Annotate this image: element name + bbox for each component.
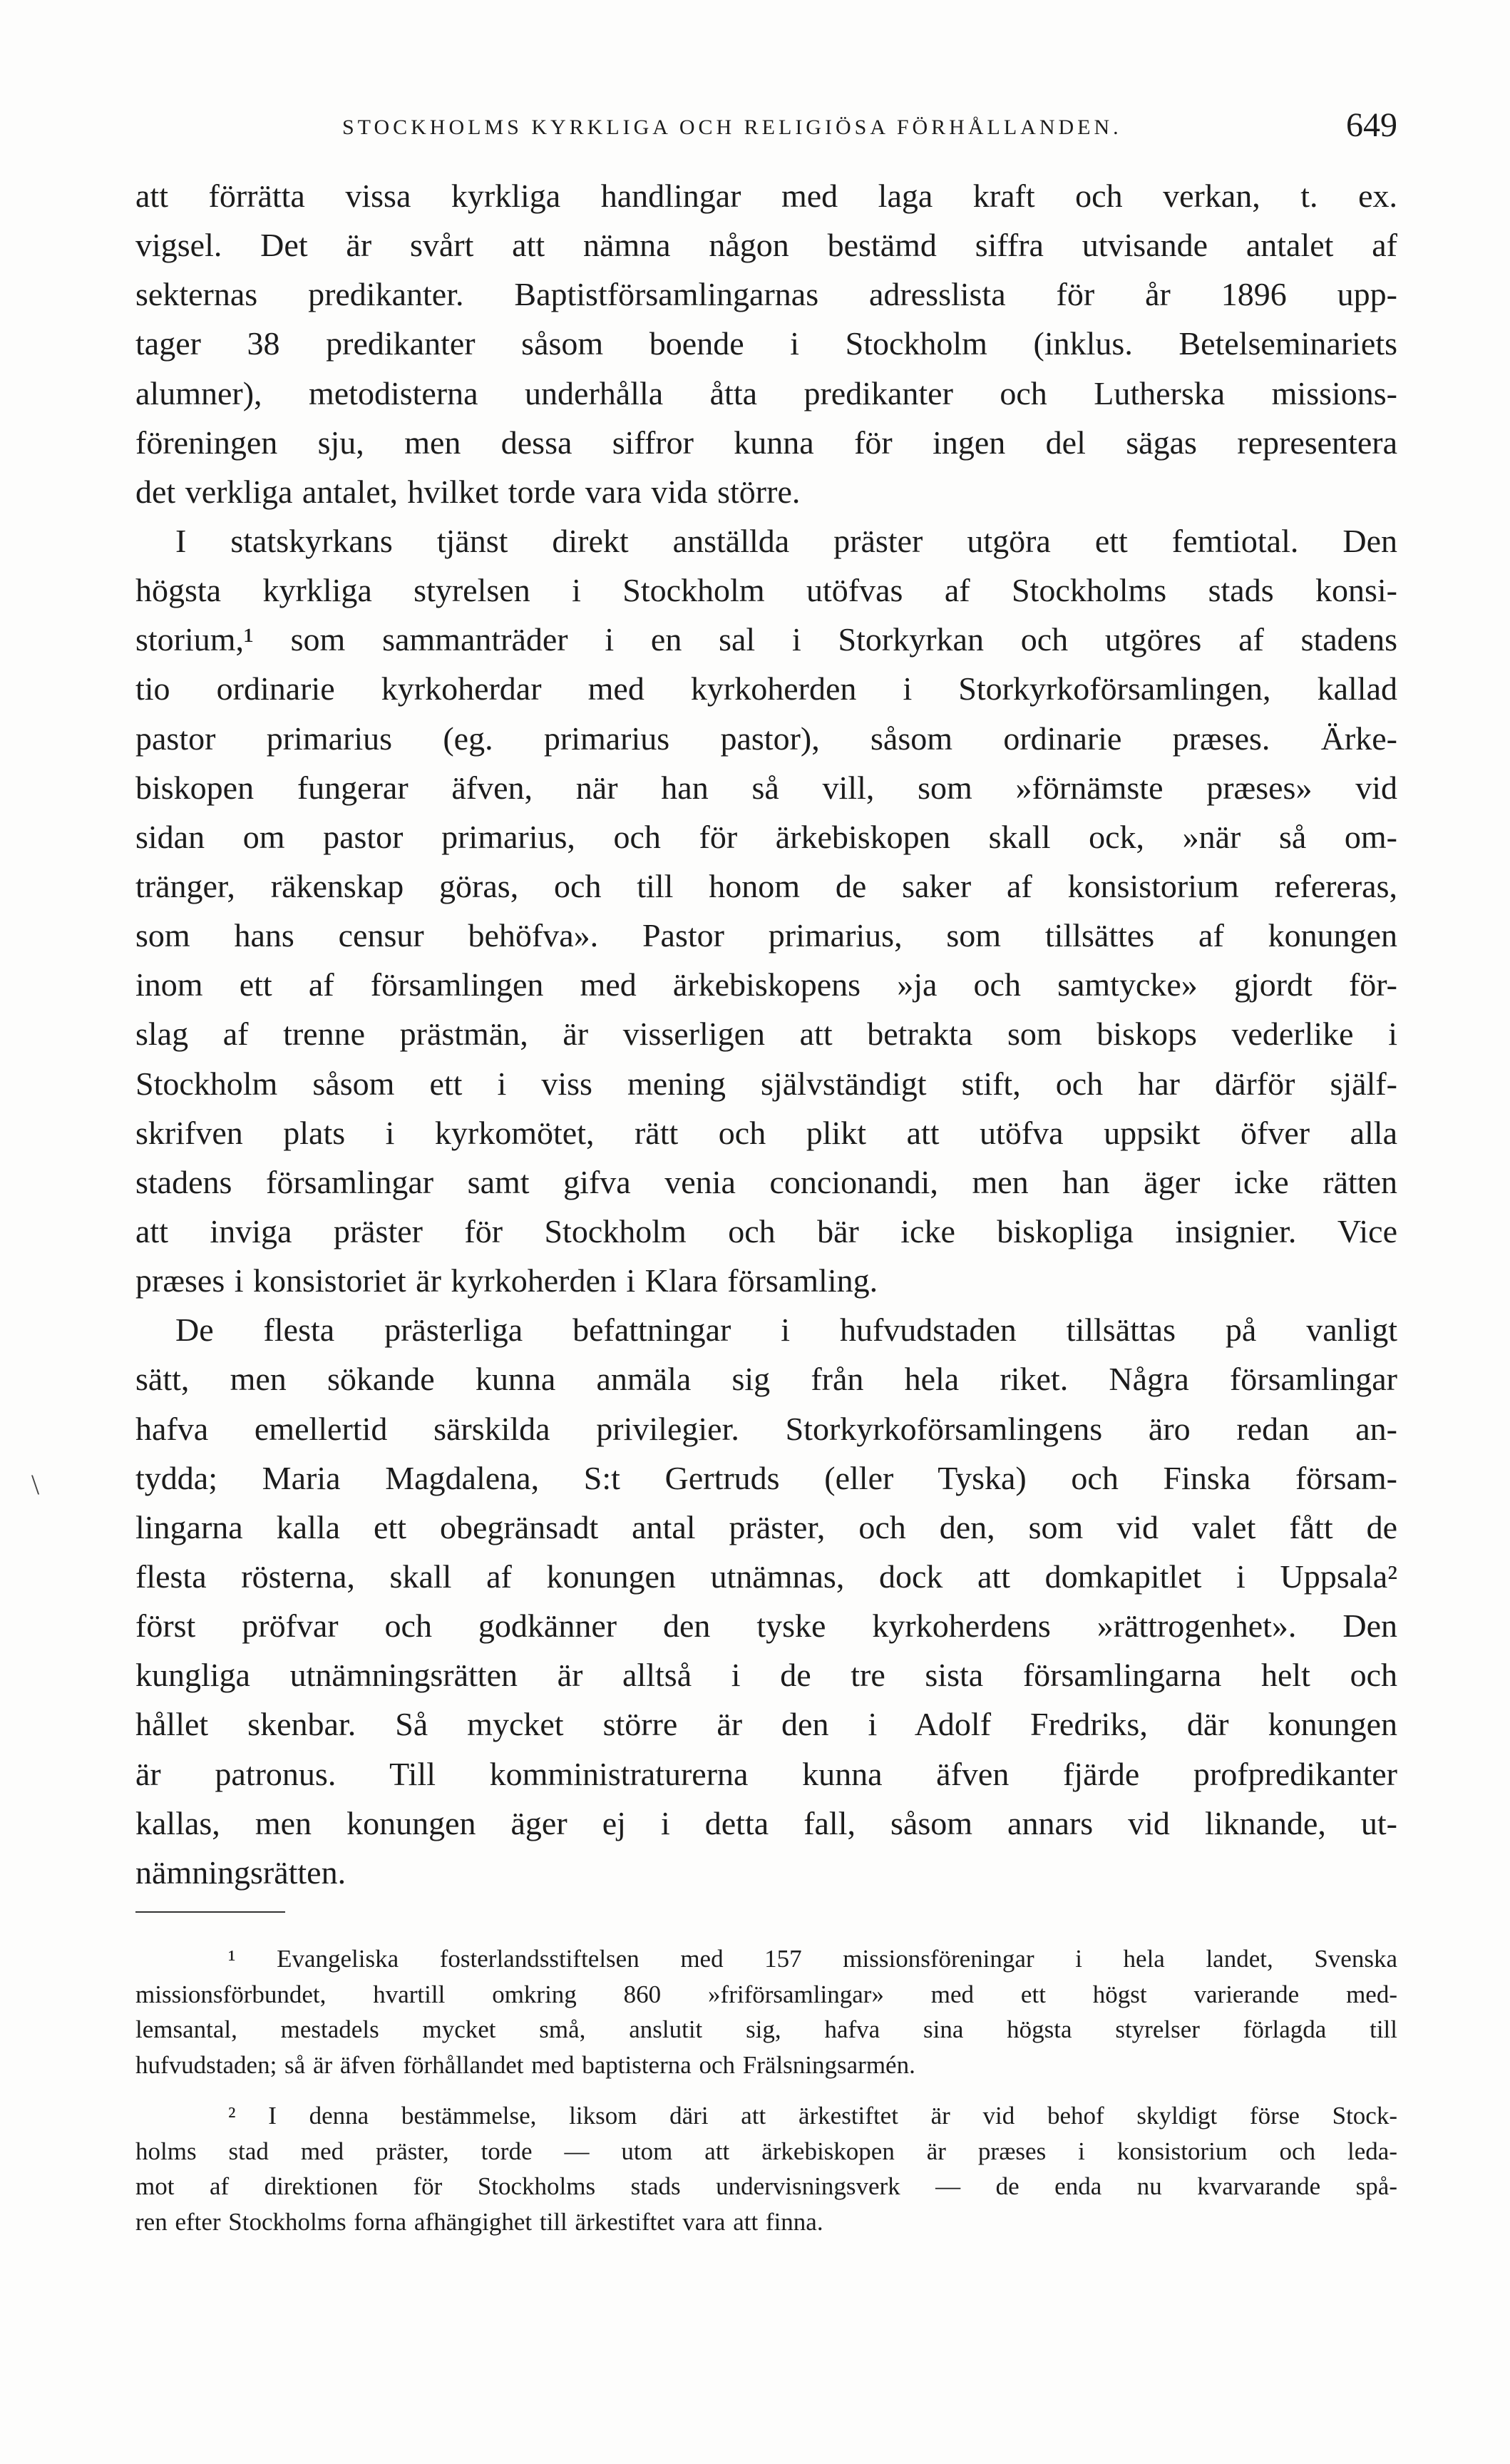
text-line: vigsel. Det är svårt att nämna någon bestämd siffra utvisande antalet af [135,227,1397,264]
text-line: högsta kyrkliga styrelsen i Stockholm utöfvas af Stockholms stads konsi- [135,572,1397,609]
text-line: nämningsrätten. [135,1854,346,1891]
text-line: sekternas predikanter. Baptistförsamlingarnas adresslista för år 1896 upp- [135,276,1397,313]
text-line: stadens församlingar samt gifva venia concionandi, men han äger icke rätten [135,1163,1397,1200]
text-line: sätt, men sökande kunna anmäla sig från hela riket. Några församlingar [135,1361,1397,1398]
text-line: inom ett af församlingen med ärkebiskopens »ja och samtycke» gjordt för- [135,966,1397,1003]
footnote-1-line: ¹ Evangeliska fosterlandsstiftelsen med 157 missionsföreningar i hela landet, Svenska [228,1945,1397,1973]
footnote-1-line: lemsantal, mestadels mycket små, anslutit sig, hafva sina högsta styrelser förlagda till [135,2015,1397,2043]
footnote-gap [135,2082,1397,2098]
text-line: tränger, räkenskap göras, och till honom de saker af konsistorium refereras, [135,867,1397,904]
text-line: som hans censur behöfva». Pastor primarius, som tillsättes af konungen [135,917,1397,954]
text-line: tio ordinarie kyrkoherdar med kyrkoherden i Storkyrkoförsamlingen, kallad [135,670,1397,707]
text-line: att inviga präster för Stockholm och bär icke biskopliga insignier. Vice [135,1212,1397,1249]
text-line: hafva emellertid särskilda privilegier. Storkyrkoförsamlingens äro redan an- [135,1410,1397,1447]
footnote-rule [135,1911,285,1913]
text-line: slag af trenne prästmän, är visserligen att betrakta som biskops vederlike i [135,1016,1397,1053]
text-line: kallas, men konungen äger ej i detta fall, såsom annars vid liknande, ut- [135,1804,1397,1841]
footnote-1-line: hufvudstaden; så är äfven förhållandet med baptisterna och Frälsningsarmén. [135,2050,915,2079]
text-line: det verkliga antalet, hvilket torde vara vida större. [135,473,801,510]
text-line: att förrätta vissa kyrkliga handlingar med laga kraft och verkan, t. ex. [135,178,1397,214]
text-line: kungliga utnämningsrätten är alltså i de tre sista församlingarna helt och [135,1657,1397,1694]
margin-mark: \ [31,1468,40,1501]
text-line: tydda; Maria Magdalena, S:t Gertruds (eller Tyska) och Finska försam- [135,1459,1397,1496]
body-text [135,171,1397,1897]
text-line: biskopen fungerar äfven, när han så vill, som »förnämste præses» vid [135,769,1397,806]
text-line: hållet skenbar. Så mycket större är den i Adolf Fredriks, där konungen [135,1706,1397,1743]
footnotes [135,1941,1397,2239]
footnote-2-line: ² I denna bestämmelse, liksom däri att ärkestiftet är vid behof skyldigt förse Stock- [228,2102,1397,2130]
text-line: skrifven plats i kyrkomötet, rätt och plikt att utöfva uppsikt öfver alla [135,1114,1397,1151]
footnote-2-line: ren efter Stockholms forna afhängighet till ärkestiftet vara att finna. [135,2207,823,2236]
running-title: STOCKHOLMS KYRKLIGA OCH RELIGIÖSA FÖRHÅLLANDEN. [342,116,1122,139]
text-line: lingarna kalla ett obegränsadt antal präster, och den, som vid valet fått de [135,1508,1397,1545]
text-line: sidan om pastor primarius, och för ärkebiskopen skall ock, »när så om- [135,818,1397,855]
text-line: först pröfvar och godkänner den tyske kyrkoherdens »rättrogenhet». Den [135,1607,1397,1645]
text-line: flesta rösterna, skall af konungen utnämnas, dock att domkapitlet i Uppsala² [135,1558,1397,1595]
text-line: Stockholm såsom ett i viss mening självständigt stift, och har därför själf- [135,1065,1397,1102]
text-line: är patronus. Till komministraturerna kunna äfven fjärde profpredikanter [135,1755,1397,1792]
footnote-2-line: mot af direktionen för Stockholms stads undervisningsverk — de enda nu kvarvarande spå- [135,2172,1397,2200]
page-number: 649 [1346,106,1397,144]
running-head [135,106,1397,148]
text-line: alumner), metodisterna underhålla åtta predikanter och Lutherska missions- [135,374,1397,411]
text-line: storium,¹ som sammanträder i en sal i Storkyrkan och utgöres af stadens [135,621,1397,658]
paragraph-first-line: De flesta prästerliga befattningar i hufvudstaden tillsättas på vanligt [175,1312,1397,1349]
text-line: tager 38 predikanter såsom boende i Stockholm (inklus. Betelseminariets [135,325,1397,362]
footnote-2-line: holms stad med präster, torde — utom att ärkebiskopen är præses i konsistorium och leda- [135,2137,1397,2165]
footnote-1-line: missionsförbundet, hvartill omkring 860 »friförsamlingar» med ett högst varierande med- [135,1980,1397,2008]
text-line: föreningen sju, men dessa siffror kunna för ingen del sägas representera [135,424,1397,461]
text-line: præses i konsistoriet är kyrkoherden i Klara församling. [135,1262,878,1299]
text-line: pastor primarius (eg. primarius pastor), såsom ordinarie præses. Ärke- [135,720,1397,757]
paragraph-first-line: I statskyrkans tjänst direkt anställda präster utgöra ett femtiotal. Den [175,522,1397,559]
